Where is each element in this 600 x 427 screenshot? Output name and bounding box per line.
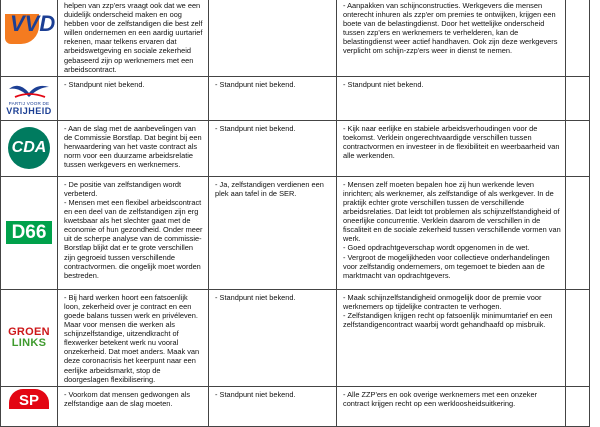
table-row-cda: [1, 120, 590, 176]
text-paragraph: - De positie van zelfstandigen wordt verbeterd.: [64, 179, 182, 198]
cell-extra: [566, 176, 590, 289]
text-paragraph: - Aanpakken van schijnconstructies. Werkgevers die mensen onterecht inhuren als zzp'er om premies te ontwijken, krijgen een boete van de belastingdienst. Door het wettelijke onderscheid tussen zzp'ers en werknemers te verhelderen, kan de belastingdienst weer actief handhaven. Ook zijn deze werkgevers verplicht om schijn-zzp'ers weer in dienst te nemen.: [343, 1, 558, 56]
pvv-logo-subtitle: PARTIJ VOOR DE: [8, 100, 50, 106]
text-paragraph: - Standpunt niet bekend.: [215, 79, 296, 89]
cell-position-1: [58, 289, 209, 386]
text-paragraph: - Mensen met een flexibel arbeidscontract en een deel van de zelfstandigen zijn erg kwetsbaar als het slechter gaat met de economie of hun gezondheid. Onder meer uit de scherpe analyse van de commissie-Borstlap blijkt dat er te grote verschillen zijn gegroeid tussen verschillende contractvormen. die ongelijk moet worden bestreden.: [64, 197, 203, 280]
cell-position-2: [209, 76, 337, 120]
groenlinks-logo-cell: [1, 289, 58, 386]
text-paragraph: - Goed opdrachtgeverschap wordt opgenomen in de wet.: [343, 243, 530, 253]
text-paragraph: - Standpunt niet bekend.: [64, 79, 145, 89]
text-paragraph: - Aan de slag met de aanbevelingen van de Commissie Borstlap. Dat begint bij een herwaardering van het vaste contract als norm voor een duurzame arbeidsrelatie tussen werkgevers en werknemers.: [64, 123, 202, 170]
text-paragraph: helpen van zzp'ers vraagt ook dat we een duidelijk onderscheid maken en oog hebben voor de zelfstandigen die best zelf willen ondernemen en een aardig uurtarief rekenen, maar telkens ervaren dat arbeidswetgeving en sociale zekerheid gebaseerd zijn op werknemers met een arbeidscontract.: [64, 1, 203, 74]
cell-position-1: [58, 386, 209, 426]
cell-position-1: [58, 76, 209, 120]
text-paragraph: - Kijk naar eerlijke en stabiele arbeidsverhoudingen voor de toekomst. Verklein ongerechtvaardigde verschillen tussen contractvormen en investeer in de flexibiliteit en weerbaarheid van alle werkenden.: [343, 123, 560, 161]
sp-logo-cell: [1, 386, 58, 426]
sp-logo: SP: [9, 389, 49, 409]
cell-extra: [566, 386, 590, 426]
text-paragraph: - Zelfstandigen krijgen recht op fatsoenlijk minimumtarief en een zelfstandigencontract waarbij wordt gehandhaafd op misbruik.: [343, 310, 553, 330]
cell-position-2: [209, 386, 337, 426]
cell-position-3: [337, 76, 566, 120]
cell-position-3: [337, 289, 566, 386]
groenlinks-logo-line2: LINKS: [11, 336, 47, 349]
cda-logo-cell: [1, 120, 58, 176]
text-paragraph: - Voorkom dat mensen gedwongen als zelfstandige aan de slag moeten.: [64, 389, 191, 408]
vvd-logo: [1, 14, 57, 54]
text-paragraph: - Alle ZZP'ers en ook overige werknemers met een onzeker contract krijgen recht op een werkloosheidsuitkering.: [343, 389, 538, 408]
text-paragraph: - Standpunt niet bekend.: [215, 123, 296, 133]
cell-position-1: [58, 0, 209, 76]
cell-extra: [566, 289, 590, 386]
table-row-d66: [1, 176, 590, 289]
pvv-seagull-icon: [7, 81, 51, 101]
table-row-sp: [1, 386, 590, 426]
d66-logo-cell: [1, 176, 58, 289]
cell-position-3: [337, 0, 566, 76]
cell-position-2: [209, 176, 337, 289]
cell-position-2: [209, 289, 337, 386]
cell-position-3: [337, 120, 566, 176]
cell-position-2: [209, 120, 337, 176]
cell-extra: [566, 0, 590, 76]
text-paragraph: - Standpunt niet bekend.: [215, 292, 296, 302]
table-row-vvd: [1, 0, 590, 76]
d66-logo: D66: [6, 221, 52, 244]
text-paragraph: - Standpunt niet bekend.: [215, 389, 296, 399]
text-paragraph: - Maak schijnzelfstandigheid onmogelijk door de premie voor werknemers op tijdelijke contracten te verhogen.: [343, 292, 542, 311]
groenlinks-logo-line1: GROEN: [8, 325, 50, 338]
pvv-logo-cell: [1, 76, 58, 120]
table-row-pvv: [1, 76, 590, 120]
cell-position-3: [337, 386, 566, 426]
text-paragraph: - Mensen zelf moeten bepalen hoe zij hun werkende leven inrichten; als werknemer, als zelfstandige of als werkgever. In de praktijk echter grote verschillen tussen de verschillende arbeidsrelaties. Dat leidt tot problemen als schijnzelfstandigheid of oneerlijke concurrentie. Verklein daarom de verschillen in de fiscaliteit en de sociale zekerheid tussen verschillende vormen van werk.: [343, 179, 561, 244]
text-paragraph: - Bij hard werken hoort een fatsoenlijk loon, zekerheid over je contract en een goede balans tussen werk en privéleven. Maar voor mensen die werken als schijnzelfstandige, uitzendkracht of flexwerker betekent werk nu vooral onzekerheid. Dat moet anders. Maak van deze coronacrisis het keerpunt naar een eerlijke arbeidsmarkt, stop de doorgeslagen flexibilisering.: [64, 292, 200, 384]
text-paragraph: - Ja, zelfstandigen verdienen een plek aan tafel in de SER.: [215, 179, 324, 198]
cda-logo: CDA: [8, 127, 50, 169]
pvv-logo-title: VRIJHEID: [6, 105, 52, 116]
groenlinks-logo: [1, 327, 57, 349]
text-paragraph: - Standpunt niet bekend.: [343, 79, 424, 89]
cell-position-3: [337, 176, 566, 289]
table-row-groenlinks: [1, 289, 590, 386]
vvd-logo-text: VVD: [10, 14, 56, 37]
cell-extra: [566, 120, 590, 176]
cell-position-1: [58, 120, 209, 176]
vvd-logo-cell: [1, 0, 58, 76]
cell-extra: [566, 76, 590, 120]
text-paragraph: - Vergroot de mogelijkheden voor collectieve onderhandelingen voor zelfstandig ondernemers, om tegemoet te bieden aan de marktmacht van opdrachtgevers.: [343, 252, 550, 280]
cell-position-2: [209, 0, 337, 76]
cell-position-1: [58, 176, 209, 289]
